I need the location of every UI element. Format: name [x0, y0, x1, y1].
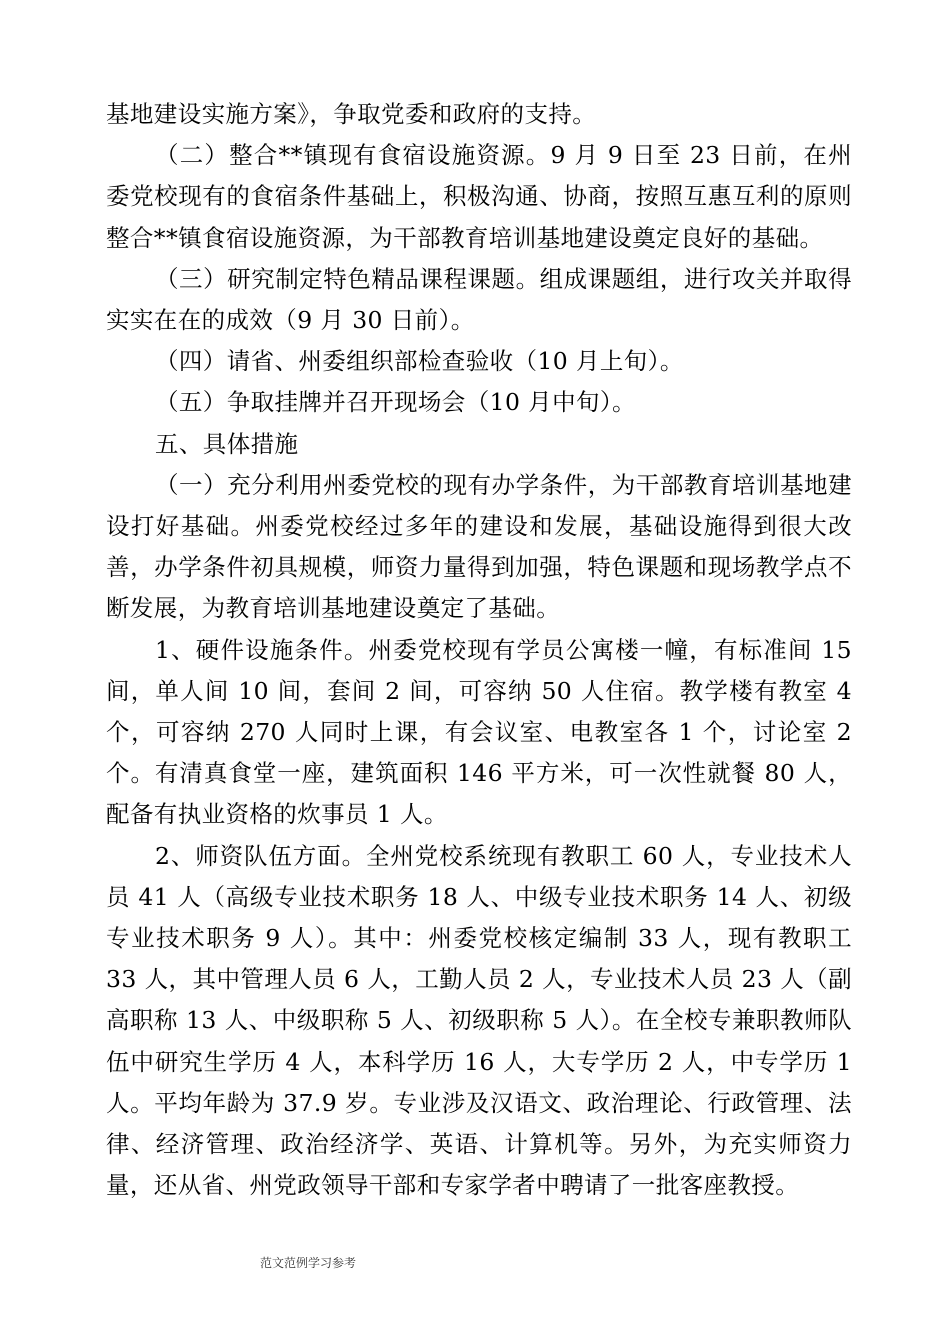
paragraph-item-2: （二）整合**镇现有食宿设施资源。9 月 9 日至 23 日前，在州委党校现有的食宿条件基础上，积极沟通、协商，按照互惠互利的原则整合**镇食宿设施资源，为干部教育培训基地建设奠定良好的基础。 [106, 141, 852, 252]
paragraph-faculty: 2、师资队伍方面。全州党校系统现有教职工 60 人，专业技术人员 41 人（高级专业技术职务 18 人、中级专业技术职务 14 人、初级专业技术职务 9 人）。其中：州委党校核定编制 33 人，现有教职工 33 人，其中管理人员 6 人，工勤人员 2 人，专业技术人员 23 人（副高职称 13 人、中级职称 5 人、初级职称 5 人）。在全校专兼职教师队伍中研究生学历 4 人，本科学历 16 人，大专学历 2 人，中专学历 1 人。平均年龄为 37.9 岁。专业涉及汉语文、政治理论、行政管理、法律、经济管理、政治经济学、英语、计算机等。另外，为充实师资力量，还从省、州党政领导干部和专家学者中聘请了一批客座教授。 [106, 841, 852, 1200]
paragraph-continuation: 基地建设实施方案》，争取党委和政府的支持。 [106, 100, 597, 128]
page-footer: 范文范例学习参考 [260, 1256, 357, 1270]
paragraph-item-5: （五）争取挂牌并召开现场会（10 月中旬）。 [155, 388, 636, 417]
section-heading-measures: 五、具体措施 [155, 429, 299, 458]
paragraph-item-4: （四）请省、州委组织部检查验收（10 月上旬）。 [155, 347, 684, 376]
paragraph-hardware: 1、硬件设施条件。州委党校现有学员公寓楼一幢，有标准间 15 间，单人间 10 间，套间 2 间，可容纳 50 人住宿。教学楼有教室 4 个，可容纳 270 人同时上课，有会议室、电教室各 1 个，讨论室 2 个。有清真食堂一座，建筑面积 146 平方米，可一次性就餐 80 人，配备有执业资格的炊事员 1 人。 [106, 635, 852, 829]
document-body [106, 94, 852, 1206]
paragraph-item-3: （三）研究制定特色精品课程课题。组成课题组，进行攻关并取得实实在在的成效（9 月 30 日前）。 [106, 264, 852, 335]
paragraph-measure-1: （一）充分利用州委党校的现有办学条件，为干部教育培训基地建设打好基础。州委党校经过多年的建设和发展，基础设施得到很大改善，办学条件初具规模，师资力量得到加强，特色课题和现场教学点不断发展，为教育培训基地建设奠定了基础。 [106, 470, 852, 623]
